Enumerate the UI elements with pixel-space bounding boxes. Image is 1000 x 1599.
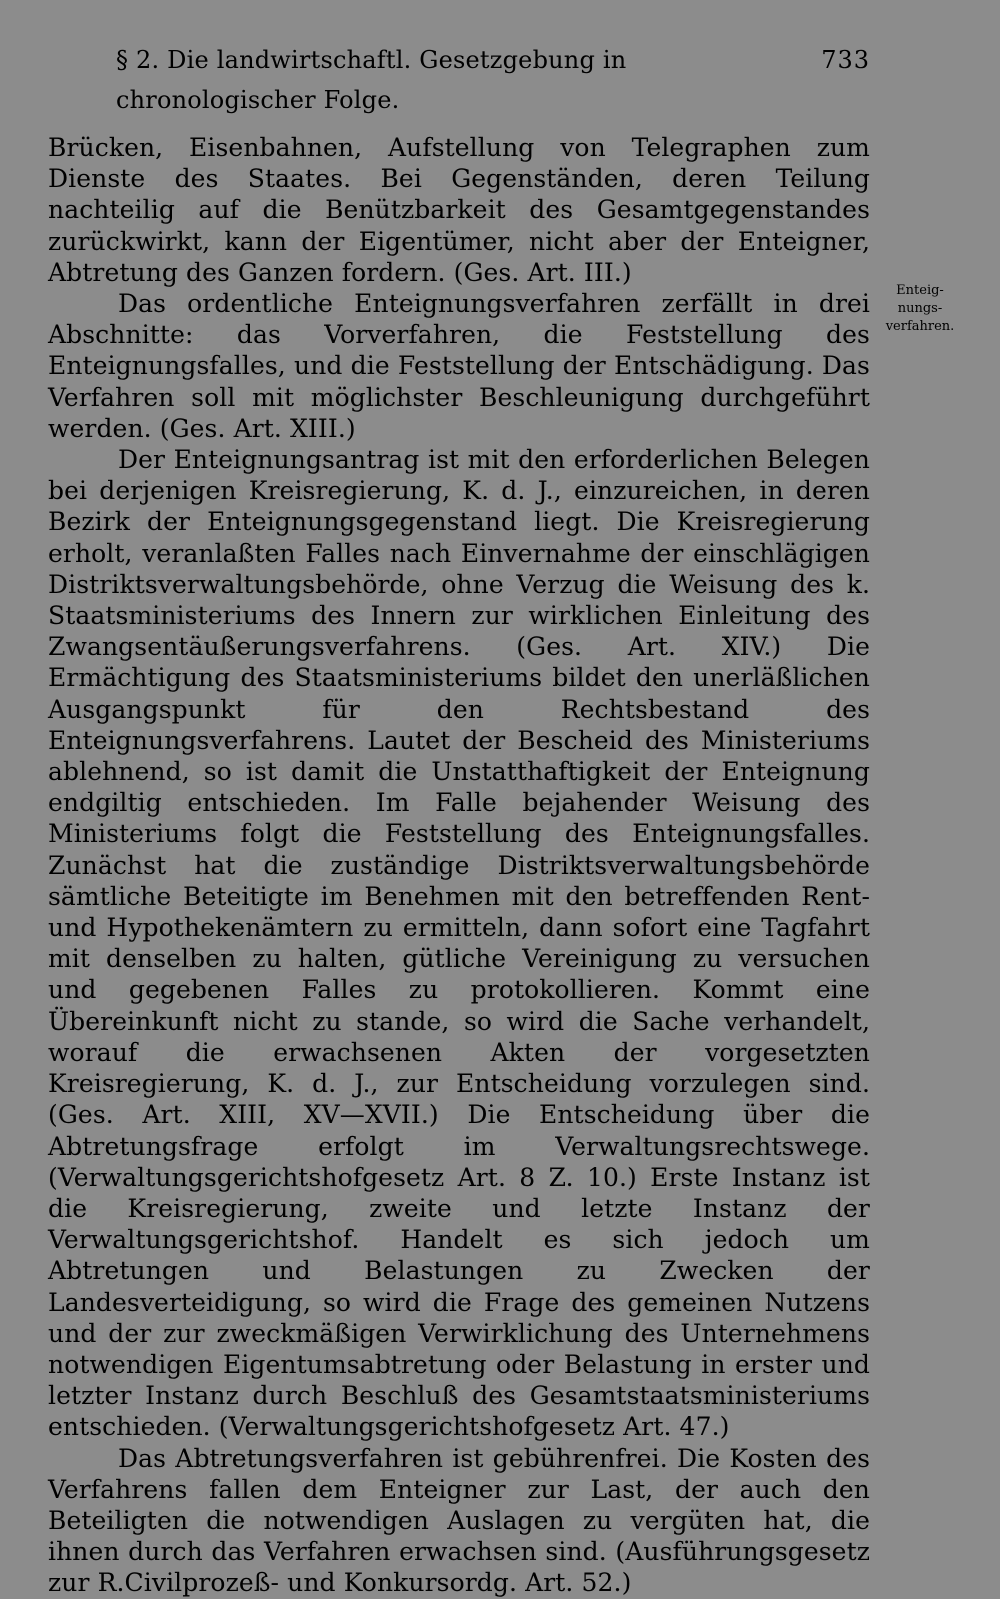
margin-note-line: Enteig- [896,283,944,298]
paragraph-abtretungsverfahren: Das Abtretungsverfahren ist gebührenfrei. Die Kosten des Verfahrens fallen dem Enteigner zur Last, der auch den Beteiligten die notwendigen Auslagen zu vergüten hat, die ihnen durch das Verfahren erwachsen sind. (Ausführungsgesetz zur R.Civilprozeß- und Konkursordg. Art. 52.) [48,1443,870,1598]
paragraph-enteignungsantrag: Der Enteignungsantrag ist mit den erforderlichen Belegen bei derjenigen Kreisregierung, K. d. J., einzureichen, in deren Bezirk der Enteignungsgegenstand liegt. Die Kreisregierung erholt, veranlaßten Falles nach Einvernahme der einschlägigen Distriktsverwaltungsbehörde, ohne Verzug die Weisung des k. Staatsministeriums des Innern zur wirklichen Einleitung des Zwangsentäußerungsverfahrens. (Ges. Art. XIV.) Die Ermächtigung des Staatsministeriums bildet den unerläßlichen Ausgangspunkt für den Rechtsbestand des Enteignungsverfahrens. Lautet der Bescheid des Ministeriums ablehnend, so ist damit die Unstatthaftigkeit der Enteignung endgiltig entschieden. Im Falle bejahender Weisung des Ministeriums folgt die Feststellung des Enteignungsfalles. Zunächst hat die zuständige Distriktsverwaltungsbehörde sämtliche Beteitigte im Benehmen mit den betreffenden Rent- und Hypothekenämtern zu ermitteln, dann sofort eine Tagfahrt mit denselben zu halten, gütliche Vereinigung zu versuchen und gegebenen Falles zu protokollieren. Kommt eine Übereinkunft nicht zu stande, so wird die Sache verhandelt, worauf die erwachsenen Akten der vorgesetzten Kreisregierung, K. d. J., zur Entscheidung vorzulegen sind. (Ges. Art. XIII, XV—XVII.) Die Entscheidung über die Abtretungsfrage erfolgt im Verwaltungsrechtswege. (Verwaltungsgerichtshofgesetz Art. 8 Z. 10.) Erste Instanz ist die Kreisregierung, zweite und letzte Instanz der Verwaltungsgerichtshof. Handelt es sich jedoch um Abtretungen und Belastungen zu Zwecken der Landesverteidigung, so wird die Frage des gemeinen Nutzens und der zur zweckmäßigen Verwirklichung des Unternehmens notwendigen Eigentumsabtretung oder Belastung in erster und letzter Instanz durch Beschluß des Gesamtstaatsministeriums entschieden. (Verwaltungsgerichtshofgesetz Art. 47.) [48,445,870,1442]
margin-note [872,282,968,336]
page-number: 733 [821,46,870,74]
paragraph-enteignungsverfahren: Das ordentliche Enteignungsverfahren zerfällt in drei Abschnitte: das Vorverfahren, die Feststellung des Enteignungsfalles, und die Feststellung der Entschädigung. Das Verfahren soll mit möglichster Beschleunigung durchgeführt werden. (Ges. Art. XIII.) [48,289,870,443]
margin-note-line: verfahren. [885,319,955,334]
margin-note-line: nungs- [897,301,943,316]
running-head [48,40,870,120]
body-text [48,132,870,1599]
book-page [48,40,870,1598]
paragraph-continuation: Brücken, Eisenbahnen, Aufstellung von Telegraphen zum Dienste des Staates. Bei Gegenständen, deren Teilung nachteilig auf die Benützbarkeit des Gesamtgegenstandes zurückwirkt, kann der Eigentümer, nicht aber der Enteigner, Abtretung des Ganzen fordern. (Ges. Art. III.) [48,133,870,287]
running-head-title: § 2. Die landwirtschaftl. Gesetzgebung in chronologischer Folge. [116,46,627,114]
